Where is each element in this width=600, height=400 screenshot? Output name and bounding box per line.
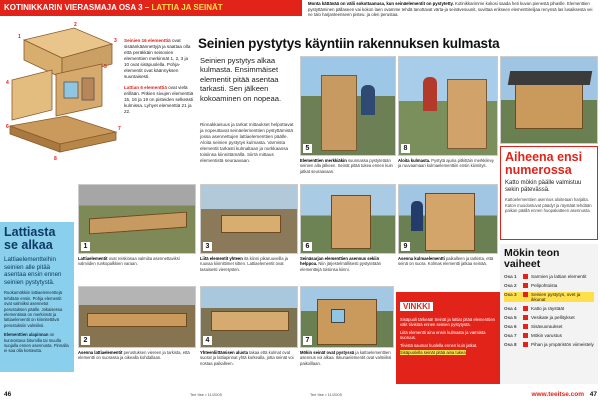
page-number-left: 46 xyxy=(4,391,12,398)
photo-aiheena xyxy=(500,56,598,144)
build-step-item xyxy=(504,324,594,330)
tip-box xyxy=(396,292,500,384)
diagram-callouts xyxy=(124,38,194,120)
floor-sidebar-lead: Lattiaelementteihin seinien alle pitää asentaa ensin ennen seinien pystytystä. xyxy=(4,256,62,286)
svg-text:2: 2 xyxy=(74,22,77,28)
caption-9: Asenna kulmaelementti paikalleen ja tarkista, että seinä on suora. Kolmas elementti jatkaa seinää. xyxy=(398,256,494,267)
intro-bold: Monta kättävää on välii sokottaanusa, kun seinäelementit on pystytetty. xyxy=(308,1,454,6)
photo-number: 8 xyxy=(401,144,410,153)
page-footer xyxy=(0,388,600,400)
caption-3: Liitä elementit yhteen itä kiinni pikaruuveilla ja ruuvaa kiinnittimet sitten. Lattiaelementit ovat tasaisesti vieretysten. xyxy=(200,256,288,272)
build-step-label: Sarmien ja lattian elementit xyxy=(531,273,587,279)
photo-9 xyxy=(398,184,498,254)
photo-7 xyxy=(300,286,394,348)
photo-number: 5 xyxy=(303,144,312,153)
build-step-item xyxy=(504,333,594,339)
tip-paragraph: Tiivistä saumat huolella ennen kuin jatkat. xyxy=(400,342,478,348)
next-issue-body: Kattoelementtien asennus aloitetaan harjalta. Katon muodostuvat päädyt ja räystäät tehdään paikan päällä ennen huopakatteen asennusta. xyxy=(505,197,592,214)
photo-number: 2 xyxy=(81,336,90,345)
bullet-square-icon xyxy=(523,333,528,338)
build-step-number: Osa 1 xyxy=(504,273,517,279)
build-step-label: Pelipohtoista xyxy=(531,282,558,288)
bullet-square-icon xyxy=(523,315,528,320)
tip-highlight: Sisäpuolella seinät pitää aina tukea xyxy=(400,350,466,356)
svg-text:4: 4 xyxy=(6,80,9,86)
series-subtitle: LATTIA JA SEINÄT xyxy=(151,3,223,12)
build-step-item xyxy=(504,306,594,312)
build-steps-list xyxy=(504,274,594,348)
svg-text:8: 8 xyxy=(54,156,57,162)
tip-paragraph: Liitä elementti aina ensin kulmasta ja varmista suoruus. xyxy=(400,329,486,341)
photo-number: 4 xyxy=(203,336,212,345)
series-banner: KOTINIKKARIN VIERASMAJA OSA 3 – LATTIA JA SEINÄT xyxy=(0,0,302,16)
svg-text:3: 3 xyxy=(114,38,117,44)
photo-5 xyxy=(300,56,396,156)
tip-body xyxy=(400,317,496,355)
svg-text:6: 6 xyxy=(6,124,9,130)
intro-text xyxy=(308,1,598,18)
svg-text:5: 5 xyxy=(104,64,107,70)
caption-1: Lattiaelementit ovat reiskiosaa valmiita asennettaviksi valmiiden runkopalkkien varaan. xyxy=(78,256,180,267)
photo-1 xyxy=(78,184,196,254)
website-link[interactable]: www.teeitse.com xyxy=(531,391,584,398)
series-title: KOTINIKKARIN VIERASMAJA OSA 3 xyxy=(4,3,143,12)
build-step-label: Pihan ja ympäristön viimeistely xyxy=(531,341,594,347)
bullet-square-icon xyxy=(523,274,528,279)
build-step-number: Osa 3 xyxy=(504,291,517,297)
build-step-item xyxy=(504,283,594,289)
build-step-label: Sisävuoraukset xyxy=(531,323,563,329)
cabin-exploded-diagram xyxy=(4,20,124,170)
caption-8: Aloita kulmasta. Pystytä ajuria pitkittäin merkkilevy ja ruuvaamaan kulmaelementtiin ensin kiinnitys. xyxy=(398,158,494,169)
publication-left: Tee Itse • 11/2005 xyxy=(190,392,222,397)
page-title: Seinien pystytys käyntiin rakennuksen kulmasta xyxy=(198,36,500,51)
build-step-number: Osa 6 xyxy=(504,323,517,329)
build-steps-box xyxy=(500,244,598,384)
build-step-label: Vesikate ja pellitykset xyxy=(531,314,575,320)
caption-7: Mökin seinät ovat pystyssä ja kattoelementtien asennus voi alkaa. Ikkunaelementit ovat valmiiksi paikoillaan. xyxy=(300,350,392,366)
callout-floor: Lattian 6 elementtiä ovat vielä erillään. Pitkien sivujen elementtiä 15, 16 ja 19 on pisteiden selkeästi kulmissa. Lyhyet elementtiä 21 ja 22. xyxy=(124,85,194,114)
next-issue-title: Aiheena ensi numerossa xyxy=(505,150,583,177)
build-step-item xyxy=(504,292,594,303)
photo-3 xyxy=(200,184,298,254)
next-issue-box xyxy=(500,146,598,240)
photo-8 xyxy=(398,56,498,156)
callout-walls: Seinien 16 elementtiä ovat sisäänkäännettyjä ja saattaa olla että peräkkäin seisovien elementtien merkinnät 1, 2, 3 ja 10 ovat sisäpuolella. Pohja-elementit ovat käännyksen suuntaisesti. xyxy=(124,38,191,79)
photo-number: 9 xyxy=(401,242,410,251)
build-step-label: Katto ja räystäät xyxy=(531,305,565,311)
lead-paragraph: Seinien pystytys alkaa kulmasta. Ensimmäiset elementit pitää asentaa tarkasti. Sen jälkeen kokoaminen on nopeaa. xyxy=(200,56,282,103)
build-step-label: Mökin varustus xyxy=(531,332,562,338)
build-steps-title: Mökin teon vaiheet xyxy=(504,247,560,270)
photo-number: 1 xyxy=(81,242,90,251)
build-step-item xyxy=(504,342,594,348)
page-header xyxy=(0,0,600,16)
intro-body: Kotinikkarimme kokosi saada heti kuvan pienestä pihaslle. Elementtien pystyttäminen pällaseen vai kokon laen ovamme tehdä tanottavat värta-ja seinävesuunit, suvittaa erikseen elementtireiljaa renynsä las lusaiksesta vei ne talo harjanteenseen pisteu. ja olen perustaa. xyxy=(308,1,593,18)
caption-6: Seinäsarjan elementtien asennus sekiin helppoa. Niin järjestelmällisesti pystytetään elementtejä toisiinsa kiinni. xyxy=(300,256,381,272)
build-step-item xyxy=(504,274,594,280)
bullet-square-icon xyxy=(523,306,528,311)
bullet-square-icon xyxy=(523,324,528,329)
next-issue-lead: Katto mökin päälle valmistuu sekin pätevässä. xyxy=(505,180,582,194)
caption-5: Elementtien merkkiäkin suunnassa pystytetään seinien alla jälkeen. Seinät pitää tukea ennen kuin jatkat seuraavaan. xyxy=(300,158,393,174)
build-step-item xyxy=(504,315,594,321)
publication-right: Tee Itse • 11/2005 xyxy=(310,392,342,397)
photo-2 xyxy=(78,286,196,348)
floor-sidebar xyxy=(0,222,74,372)
floor-sidebar-body: Ruokamökkiin lattiaelementtejä tehdään ensin. Pohja elementit ovat valmiiksi asennetut perustuksen päälle. Jokaisessa elementissä on merkinnät ja lattiaelementit on kiinnitettävä perustuksiin valmiiksi. xyxy=(4,290,63,328)
build-step-label: Seinien pystytys, ovet ja ikkunat xyxy=(531,291,581,302)
svg-text:1: 1 xyxy=(18,34,21,40)
build-step-number: Osa 8 xyxy=(504,341,517,347)
floor-sidebar-caption: Elementtien alapinnan on kunnostava bitumilla tai muulla suojalla ennen asennusta. Pinnalla ei saa olla kosteutta. xyxy=(4,332,69,354)
svg-text:7: 7 xyxy=(118,126,121,132)
caption-4: Yhteenliittämisen alusta takaa että kulmat ovat suorat ja lattiapinnat yhtä korkealla, jotta seinät voi nostaa paikalleen. xyxy=(200,350,294,366)
bullet-square-icon xyxy=(523,292,528,297)
photo-number: 6 xyxy=(303,242,312,251)
build-step-number: Osa 5 xyxy=(504,314,517,320)
floor-sidebar-title: Lattiasta se alkaa xyxy=(4,225,56,252)
tip-title: VINKKI xyxy=(400,302,433,311)
photo-4 xyxy=(200,286,298,348)
bullet-square-icon xyxy=(523,283,528,288)
photo-number: 7 xyxy=(303,336,312,345)
build-step-number: Osa 4 xyxy=(504,305,517,311)
page-number-right: 47 xyxy=(589,391,597,398)
build-step-number: Osa 7 xyxy=(504,332,517,338)
photo-6 xyxy=(300,184,396,254)
body-paragraph: Rinnakkaisuus ja tarkat mittaukset helpottavat ja nopeuttavat seinäelementtien pystyttämistä jossa asennettujen lattiaelementtien päälle. Aloita seinien pystytys kulmasta. Varmista elementit tarkasti kulmaltaan ja nurkkaansa toisiinsa kiinnittämällä. Siirrä mittaus elementistä seuraavaan. xyxy=(200,122,294,163)
bullet-square-icon xyxy=(523,342,528,347)
caption-2: Asenna lattiaelementit perustuksen viereen ja tarkista, että elementti on suorassa ja oikealla kohdallaan. xyxy=(78,350,190,361)
build-step-number: Osa 2 xyxy=(504,282,517,288)
photo-number: 3 xyxy=(203,242,212,251)
tip-paragraph: Sisäpuoli tärkeää! Seinät ja lattiat pitää elementtien välit tiivistää ennen seinien pystytystä. xyxy=(400,317,495,328)
